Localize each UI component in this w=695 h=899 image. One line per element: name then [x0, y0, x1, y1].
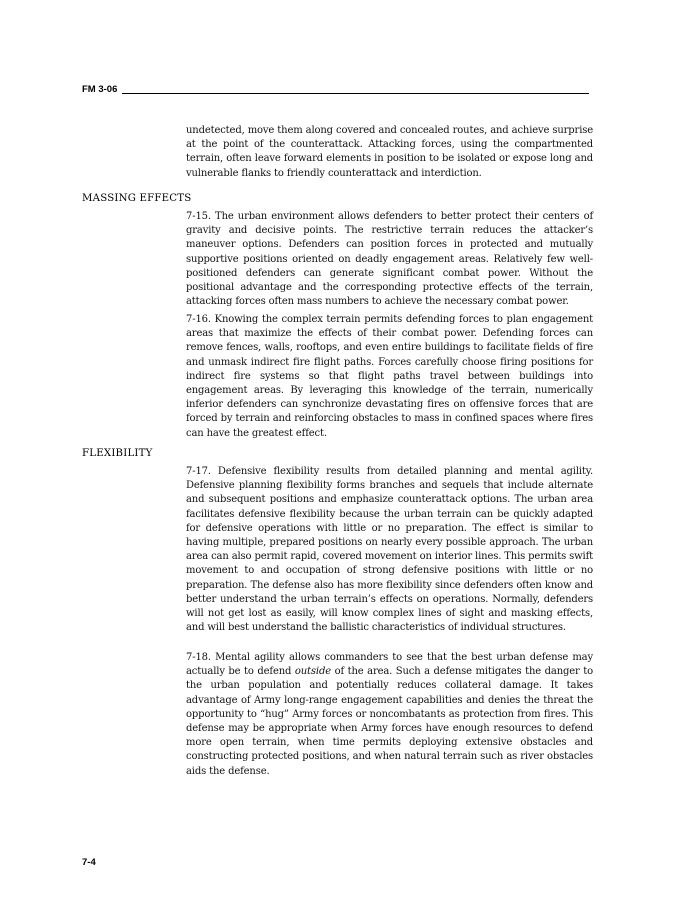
header-rule [122, 93, 589, 94]
heading-flexibility: FLEXIBILITY [82, 448, 153, 459]
intro-paragraph: undetected, move them along covered and concealed routes, and achieve surprise at the point of the counterattack. Attacking forces, using the compartmented terrain, often leave forward elements in position to be isolated or expose long and vulnerable flanks to friendly counterattack and interdiction. [186, 125, 593, 179]
paragraph-7-15: 7-15. The urban environment allows defenders to better protect their centers of gravity and decisive points. The restrictive terrain reduces the attacker’s maneuver options. Defenders can position forces in protected and mutually supportive positions oriented on deadly engagement areas. Relatively few well-positioned defenders can generate significant combat power. Without the positional advantage and the corresponding protective effects of the terrain, attacking forces often mass numbers to achieve the necessary combat power. [186, 211, 593, 308]
paragraph-7-16: 7-16. Knowing the complex terrain permits defending forces to plan engagement areas that maximize the effects of their combat power. Defending forces can remove fences, walls, rooftops, and even entire buildings to facilitate fields of fire and unmask indirect fire flight paths. Forces carefully choose firing positions for indirect fire systems so that flight paths travel between buildings into engagement areas. By leveraging this knowledge of the terrain, numerically inferior defenders can synchronize devastating fires on offensive forces that are forced by terrain and reinforcing obstacles to mass in confined spaces where fires can have the greatest effect. [186, 314, 593, 439]
paragraph-7-18-emphasis: outside [294, 666, 331, 678]
page-number: 7-4 [82, 857, 96, 868]
paragraph-7-18-before: 7-18. Mental agility allows commanders to see that the best urban defense may actually be to defend [186, 652, 593, 678]
heading-massing-effects: MASSING EFFECTS [82, 193, 192, 204]
paragraph-7-18-after: of the area. Such a defense mitigates the danger to the urban population and potentially reduces collateral damage. It takes advantage of Army long-range engagement capabilities and denies the threat the opportunity to “hug” Army forces or noncombatants as protection from fires. This defense may be appropriate when Army forces have enough resources to defend more open terrain, when time permits deploying extensive obstacles and constructing protected positions, and when natural terrain such as river obstacles aids the defense. [186, 666, 593, 777]
paragraph-7-18 [186, 651, 593, 779]
paragraph-7-17: 7-17. Defensive flexibility results from detailed planning and mental agility. Defensive planning flexibility forms branches and sequels that include alternate and subsequent positions and emphasize counterattack options. The urban area facilitates defensive flexibility because the urban terrain can be quickly adapted for defensive operations with little or no preparation. The effect is similar to having multiple, prepared positions on nearly every possible approach. The urban area can also permit rapid, covered movement on interior lines. This permits swift movement to and occupation of strong defensive positions with little or no preparation. The defense also has more flexibility since defenders often know and better understand the urban terrain’s effects on operations. Normally, defenders will not get lost as easily, will know complex lines of sight and masking effects, and will best understand the ballistic characteristics of individual structures. [186, 466, 593, 634]
running-header-manual-id: FM 3-06 [82, 84, 118, 95]
